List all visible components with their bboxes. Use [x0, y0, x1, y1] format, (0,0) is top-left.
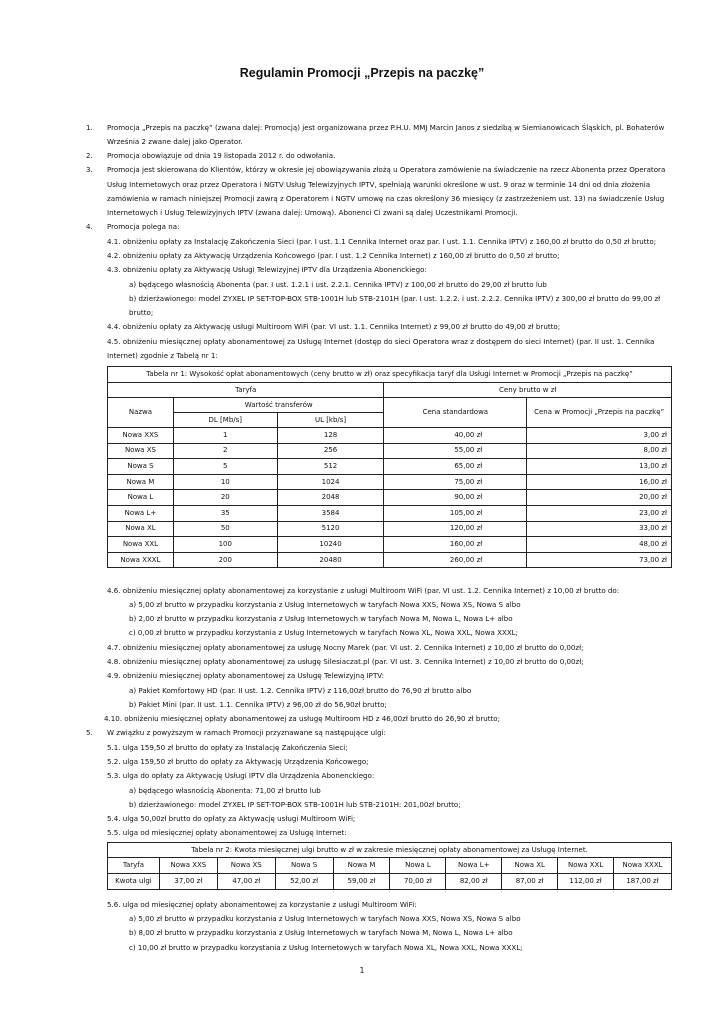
header-nazwa: Nazwa: [108, 398, 174, 428]
text-line: a) Pakiet Komfortowy HD (par. II ust. 1.2. Cennika IPTV) z 116,00zł brutto do 76,90 zł brutto albo: [129, 686, 472, 695]
cell-dl: 5: [173, 459, 277, 475]
text-line: zamówienia w ramach niniejszej Promocji zawrą z Operatorem i NGTV umowę na czas określony 36 miesięcy (z zastrzeżeniem ust. 13) na świadczenie Usług: [107, 194, 665, 203]
cell-nazwa: Nowa M: [108, 474, 174, 490]
cell-cena-promo: 8,00 zł: [527, 443, 672, 459]
text-line: a) będącego własnością Abonenta: 71,00 zł brutto lub: [129, 786, 321, 795]
cell-dl: 1: [173, 428, 277, 444]
cell: 47,00 zł: [217, 874, 275, 890]
text-line: a) 5,00 zł brutto w przypadku korzystania z Usług Internetowych w taryfach Nowa XXS, Nowa XS, Nowa S albo: [129, 600, 521, 609]
item-number: 4.: [86, 222, 93, 231]
cell-cena-std: 65,00 zł: [384, 459, 527, 475]
cell-cena-std: 160,00 zł: [384, 537, 527, 553]
text-line: 5.2. ulga 159,50 zł brutto do opłaty za Aktywację Urządzenia Końcowego;: [107, 757, 369, 766]
text-line: b) Pakiet Mini (par. II ust. 1.1. Cennika IPTV) z 96,00 zł do 56,90zł brutto;: [129, 700, 387, 709]
header-cell: Nowa M: [333, 858, 390, 874]
header-cell: Taryfa: [108, 858, 160, 874]
text-line: 5.5. ulga od miesięcznej opłaty abonamentowej za Usługę Internet:: [107, 828, 347, 837]
header-cell: Nowa L: [390, 858, 446, 874]
table-row: [108, 552, 672, 568]
header-cell: Nowa XL: [502, 858, 558, 874]
text-line: 5.4. ulga 50,00zł brutto do opłaty za Aktywację usługi Multiroom WiFi;: [107, 814, 356, 823]
cell: 112,00 zł: [558, 874, 614, 890]
cell-cena-std: 75,00 zł: [384, 474, 527, 490]
text-line: 4.9. obniżeniu miesięcznej opłaty abonamentowej za Usługę Telewizyjną IPTV:: [107, 671, 384, 680]
cell-nazwa: Nowa L+: [108, 505, 174, 521]
cell-cena-promo: 48,00 zł: [527, 537, 672, 553]
item-number: 3.: [86, 165, 93, 174]
header-cell: Nowa XXL: [558, 858, 614, 874]
text-line: 4.2. obniżeniu opłaty za Aktywację Urządzenia Końcowego (par. I ust. 1.2 Cennika Internet) z 160,00 zł brutto do 0,50 zł brutto;: [107, 251, 560, 260]
header-taryfa: Taryfa: [108, 383, 384, 398]
cell-dl: 100: [173, 537, 277, 553]
cell: 187,00 zł: [614, 874, 672, 890]
text-line: Promocja jest skierowana do Klientów, którzy w okresie jej obowiązywania złożą u Operatora zamówienie na świadczenie na rzecz Abonenta przez Operatora: [107, 165, 666, 174]
cell-cena-std: 120,00 zł: [384, 521, 527, 537]
cell-ul: 3584: [277, 505, 384, 521]
cell-cena-std: 55,00 zł: [384, 443, 527, 459]
cell: 87,00 zł: [502, 874, 558, 890]
cell-cena-promo: 73,00 zł: [527, 552, 672, 568]
header-ceny: Ceny brutto w zł: [384, 383, 672, 398]
text-line: 4.3. obniżeniu opłaty za Aktywację Usługi Telewizyjnej IPTV dla Urządzenia Abonenckiego:: [107, 265, 427, 274]
page-number: 1: [359, 966, 365, 975]
text-line: 4.10. obniżeniu miesięcznej opłaty abonamentowej za usługę Multiroom HD z 46,00zł brutto do 26,90 zł brutto;: [104, 714, 501, 723]
item-number: 1.: [86, 123, 93, 132]
cell-cena-std: 105,00 zł: [384, 505, 527, 521]
header-cell: Nowa XXS: [159, 858, 217, 874]
header-cell: Nowa S: [275, 858, 333, 874]
text-line: Promocja polega na:: [107, 222, 180, 231]
text-line: 4.7. obniżeniu miesięcznej opłaty abonamentowej za usługę Nocny Marek (par. VI ust. 2. Cennika Internet) z 10,00 zł brutto do 0,00zł;: [107, 643, 584, 652]
text-line: c) 0,00 zł brutto w przypadku korzystania z Usług Internetowych w taryfach Nowa XL, Nowa XXL, Nowa XXXL;: [129, 628, 519, 637]
cell: Kwota ulgi: [108, 874, 160, 890]
text-line: b) 8,00 zł brutto w przypadku korzystania z Usług Internetowych w taryfach Nowa M, Nowa L, Nowa L+ albo: [129, 928, 513, 937]
text-line: Usług Internetowych oraz przez Operatora i NGTV Usług Telewizyjnych IPTV, spełniają warunki określone w ust. 9 oraz w terminie 14 dni od dnia złożenia: [107, 180, 651, 189]
text-line: b) 2,00 zł brutto w przypadku korzystania z Usług Internetowych w taryfach Nowa M, Nowa L, Nowa L+ albo: [129, 614, 513, 623]
cell-cena-promo: 16,00 zł: [527, 474, 672, 490]
cell-cena-promo: 33,00 zł: [527, 521, 672, 537]
table-row: [108, 490, 672, 506]
cell: 82,00 zł: [446, 874, 502, 890]
cell-nazwa: Nowa S: [108, 459, 174, 475]
header-cell: Nowa XS: [217, 858, 275, 874]
cell-nazwa: Nowa XS: [108, 443, 174, 459]
cell-ul: 128: [277, 428, 384, 444]
text-line: 4.5. obniżeniu miesięcznej opłaty abonamentowej za Usługę Internet (dostęp do sieci Operatora wraz z dostępem do sieci Internet) (par. II ust. 1. Cennika: [107, 337, 655, 346]
cell: 52,00 zł: [275, 874, 333, 890]
document-title: Regulamin Promocji „Przepis na paczkę”: [239, 66, 485, 80]
text-line: 4.1. obniżeniu opłaty za Instalację Zakończenia Sieci (par. I ust. 1.1 Cennika Internet oraz par. I ust. 1.1. Cennika IPTV) z 160,00 zł brutto do 0,50 zł brutto;: [107, 237, 657, 246]
text-line: Września 2 zwane dalej jako Operator.: [107, 137, 243, 146]
cell-nazwa: Nowa XXS: [108, 428, 174, 444]
text-line: Promocja obowiązuje od dnia 19 listopada 2012 r. do odwołania.: [107, 151, 336, 160]
cell-nazwa: Nowa XL: [108, 521, 174, 537]
cell-dl: 10: [173, 474, 277, 490]
text-line: 4.8. obniżeniu miesięcznej opłaty abonamentowej za usługę Silesiaczat.pl (par. VI ust. 3. Cennika Internet) z 10,00 zł brutto do 0,00zł;: [107, 657, 584, 666]
item-number: 5.: [86, 728, 93, 737]
text-line: Promocja „Przepis na paczkę” (zwana dalej: Promocją) jest organizowana przez P.H.U. MMJ Marcin Janos z siedzibą w Siemianowicach Śląskich, pl. Bohaterów: [107, 123, 665, 132]
text-line: a) będącego własnością Abonenta (par. I ust. 1.2.1 i ust. 2.2.1. Cennika IPTV) z 100,00 zł brutto do 29,00 zł brutto lub: [129, 280, 547, 289]
table-row: [108, 443, 672, 459]
cell-cena-promo: 23,00 zł: [527, 505, 672, 521]
header-ul: UL [kb/s]: [277, 413, 384, 428]
text-line: 5.1. ulga 159,50 zł brutto do opłaty za Instalację Zakończenia Sieci;: [107, 743, 348, 752]
cell-ul: 5120: [277, 521, 384, 537]
cell-dl: 2: [173, 443, 277, 459]
text-line: 4.4. obniżeniu opłaty za Aktywację usługi Multiroom WiFi (par. VI ust. 1.1. Cennika Internet) z 99,00 zł brutto do 49,00 zł brutto;: [107, 322, 561, 331]
cell-cena-std: 260,00 zł: [384, 552, 527, 568]
cell-cena-promo: 3,00 zł: [527, 428, 672, 444]
table-row: [108, 428, 672, 444]
header-cena-standardowa: Cena standardowa: [384, 398, 527, 428]
text-line: Internetowych i Usług Telewizyjnych IPTV (zwana dalej: Umową). Abonenci Ci zwani są dalej Uczestnikami Promocji.: [107, 208, 518, 217]
table-row: [108, 459, 672, 475]
header-cena-promocja: Cena w Promocji „Przepis na paczkę”: [527, 398, 672, 428]
text-line: a) 5,00 zł brutto w przypadku korzystania z Usług Internetowych w taryfach Nowa XXS, Nowa XS, Nowa S albo: [129, 914, 521, 923]
cell-cena-std: 40,00 zł: [384, 428, 527, 444]
table-row: [108, 505, 672, 521]
cell-dl: 20: [173, 490, 277, 506]
cell-ul: 20480: [277, 552, 384, 568]
tariff-table: [107, 366, 672, 568]
text-line: b) dzierżawionego: model ZYXEL IP SET-TOP-BOX STB-1001H lub STB-2101H (par. I ust. 1.2.2. i ust. 2.2.2. Cennika IPTV) z 300,00 zł brutto do 99,00 zł: [129, 294, 661, 303]
discount-table: [107, 842, 672, 890]
table-row: [108, 521, 672, 537]
text-line: Internet) zgodnie z Tabelą nr 1:: [107, 351, 218, 360]
cell: 70,00 zł: [390, 874, 446, 890]
cell: 59,00 zł: [333, 874, 390, 890]
header-dl: DL [Mb/s]: [173, 413, 277, 428]
header-cell: Nowa XXXL: [614, 858, 672, 874]
header-wartosc: Wartość transferów: [173, 398, 384, 413]
text-line: c) 10,00 zł brutto w przypadku korzystania z Usług Internetowych w taryfach Nowa XL, Nowa XXL, Nowa XXXL;: [129, 943, 523, 952]
table-caption: Tabela nr 2: Kwota miesięcznej ulgi brutto w zł w zakresie miesięcznej opłaty abonamentowej za Usługę Internet.: [108, 843, 672, 858]
text-line: 5.6. ulga od miesięcznej opłaty abonamentowej za korzystanie z usługi Multiroom WiFi:: [107, 900, 417, 909]
cell-nazwa: Nowa XXL: [108, 537, 174, 553]
cell-nazwa: Nowa L: [108, 490, 174, 506]
text-line: b) dzierżawionego: model ZYXEL IP SET-TOP-BOX STB-1001H lub STB-2101H: 201,00zł brutto;: [129, 800, 461, 809]
cell-ul: 256: [277, 443, 384, 459]
cell-cena-std: 90,00 zł: [384, 490, 527, 506]
text-line: brutto;: [129, 308, 154, 317]
item-number: 2.: [86, 151, 93, 160]
cell-dl: 50: [173, 521, 277, 537]
table-header-row: [108, 858, 672, 874]
cell-ul: 2048: [277, 490, 384, 506]
table-caption: Tabela nr 1: Wysokość opłat abonamentowych (ceny brutto w zł) oraz specyfikacja taryf dla Usługi Internet w Promocji „Przepis na paczkę”: [108, 367, 672, 383]
text-line: 4.6. obniżeniu miesięcznej opłaty abonamentowej za korzystanie z usługi Multiroom WiFi (par. VI ust. 1.2. Cennika Internet) z 10,00 zł brutto do:: [107, 586, 620, 595]
text-line: W związku z powyższym w ramach Promocji przyznawane są następujące ulgi:: [107, 728, 386, 737]
cell-nazwa: Nowa XXXL: [108, 552, 174, 568]
cell-cena-promo: 20,00 zł: [527, 490, 672, 506]
cell-dl: 200: [173, 552, 277, 568]
cell-ul: 512: [277, 459, 384, 475]
cell: 37,00 zł: [159, 874, 217, 890]
cell-cena-promo: 13,00 zł: [527, 459, 672, 475]
cell-ul: 1024: [277, 474, 384, 490]
cell-ul: 10240: [277, 537, 384, 553]
table-row: [108, 537, 672, 553]
table-row: [108, 474, 672, 490]
text-line: 5.3. ulga do opłaty za Aktywację Usługi IPTV dla Urządzenia Abonenckiego:: [107, 771, 375, 780]
header-cell: Nowa L+: [446, 858, 502, 874]
cell-dl: 35: [173, 505, 277, 521]
table-row: [108, 874, 672, 890]
